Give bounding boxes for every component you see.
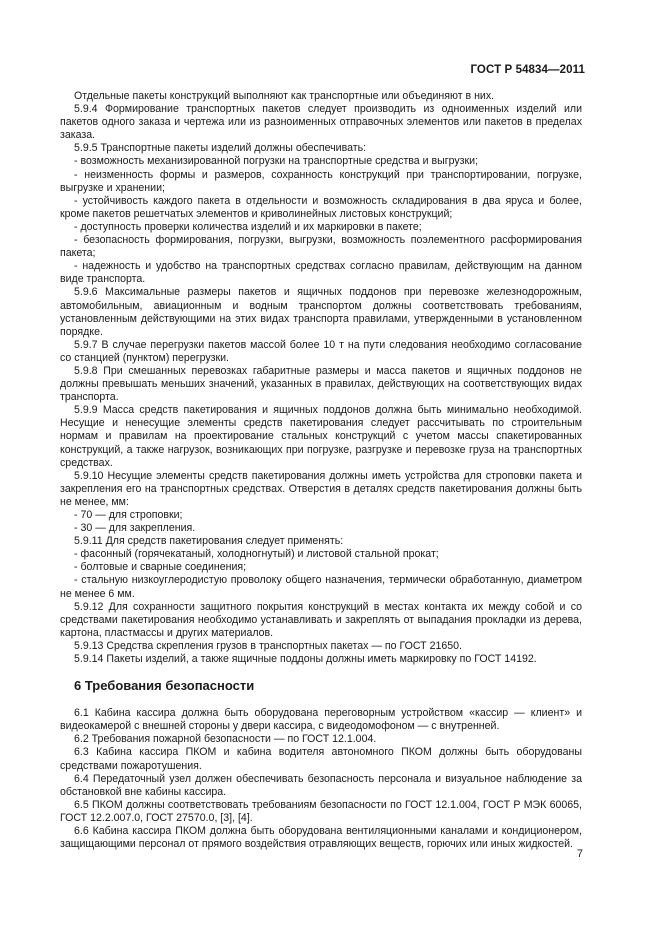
paragraph: 5.9.9 Масса средств пакетирования и ящичных поддонов должна быть минимально необходимой. Несущие и ненесущие элементы средств пакетирования следует рассчитывать по строительным нормам и правилам на проектирование стальных конструкций с учетом массы спакетированных конструкций, а также нагрузок, возникающих при погрузке, разгрузке и перевозке груза на транспортных средствах. xyxy=(60,404,582,469)
paragraph: 6.4 Передаточный узел должен обеспечивать безопасность персонала и визуальное наблюдение за обстановкой вне кабины кассира. xyxy=(60,772,582,798)
paragraph: 5.9.11 Для средств пакетирования следует применять: xyxy=(74,535,344,548)
document-body xyxy=(60,90,582,851)
paragraph: 6.5 ПКОМ должны соответствовать требованиям безопасности по ГОСТ 12.1.004, ГОСТ Р МЭК 60065, ГОСТ 12.2.007.0, ГОСТ 27570.0, [3], [4]. xyxy=(60,798,582,824)
paragraph: - стальную низкоуглеродистую проволоку общего назначения, термически обработанную, диаметром не менее 6 мм. xyxy=(60,574,582,600)
paragraph: - устойчивость каждого пакета в отдельности и возможность складирования в два яруса и более, кроме пакетов решетчатых элементов и криволинейных листовых конструкций; xyxy=(60,194,582,220)
document-header: ГОСТ Р 54834—2011 xyxy=(470,64,585,76)
section-6-content xyxy=(60,707,582,851)
paragraph: 6.3 Кабина кассира ПКОМ и кабина водителя автономного ПКОМ должны быть оборудованы средствами пожаротушения. xyxy=(60,746,582,772)
paragraph: - безопасность формирования, погрузки, выгрузки, возможность поэлементного расформирования пакета; xyxy=(60,234,582,260)
paragraph: 5.9.6 Максимальные размеры пакетов и ящичных поддонов при перевозке железнодорожным, автомобильным, авиационным и водным транспортом должны соответствовать требованиям, установленным действующими на этих видах транспорта правилами, утвержденными в установленном порядке. xyxy=(60,286,582,338)
paragraph: - возможность механизированной погрузки на транспортные средства и выгрузки; xyxy=(74,155,479,168)
section-5-content xyxy=(60,90,582,666)
paragraph: 6.2 Требования пожарной безопасности — по ГОСТ 12.1.004. xyxy=(74,733,377,746)
paragraph: Отдельные пакеты конструкций выполняют как транспортные или объединяют в них. xyxy=(74,90,495,102)
paragraph: 5.9.12 Для сохранности защитного покрытия конструкций в местах контакта их между собой и со средствами пакетирования необходимо устанавливать и закреплять от выпадания прокладки из дерева, картона, пластмассы и других материалов. xyxy=(60,600,582,639)
paragraph: 6.1 Кабина кассира должна быть оборудована переговорным устройством «кассир — клиент» и видеокамерой с внешней стороны у двери кассира, с видеодомофоном — с внутренней. xyxy=(60,707,582,733)
paragraph: 5.9.4 Формирование транспортных пакетов следует производить из одноименных изделий или пакетов одного заказа и чертежа или из разноименных отправочных элементов или пакетов в пределах заказа. xyxy=(60,103,582,142)
paragraph: - надежность и удобство на транспортных средствах согласно правилам, действующим на данном виде транспорта. xyxy=(60,260,582,286)
paragraph: 5.9.10 Несущие элементы средств пакетирования должны иметь устройства для строповки пакета и закрепления его на транспортных средствах. Отверстия в деталях средств пакетирования должны быть не менее, мм: xyxy=(60,469,582,508)
paragraph: - неизменность формы и размеров, сохранность конструкций при транспортировании, погрузке, выгрузке и хранении; xyxy=(60,168,582,194)
paragraph: 5.9.5 Транспортные пакеты изделий должны обеспечивать: xyxy=(74,142,367,155)
paragraph: 6.6 Кабина кассира ПКОМ должна быть оборудована вентиляционными каналами и кондиционером, защищающими персонал от прямого воздействия отравляющих веществ, горючих или иных жидкостей. xyxy=(60,824,582,851)
paragraph: 5.9.13 Средства скрепления грузов в транспортных пакетах — по ГОСТ 21650. xyxy=(74,639,462,652)
paragraph: 5.9.8 При смешанных перевозках габаритные размеры и масса пакетов и ящичных поддонов не должны превышать меньших значений, указанных в правилах, действующих на соответствующих видах транспорта. xyxy=(60,364,582,404)
paragraph: - 70 — для строповки; xyxy=(74,509,183,521)
paragraph: - 30 — для закрепления. xyxy=(74,522,196,535)
paragraph: - доступность проверки количества изделий и их маркировки в пакете; xyxy=(74,220,422,233)
page-number: 7 xyxy=(576,848,583,860)
paragraph: 5.9.7 В случае перегрузки пакетов массой более 10 т на пути следования необходимо согласование со станцией (пунктом) перегрузки. xyxy=(60,338,582,364)
paragraph: - болтовые и сварные соединения; xyxy=(74,561,247,574)
paragraph: - фасонный (горячекатаный, холодногнутый) и листовой стальной прокат; xyxy=(74,548,439,561)
paragraph: 5.9.14 Пакеты изделий, а также ящичные поддоны должны иметь маркировку по ГОСТ 14192. xyxy=(74,653,537,666)
section-6-heading: 6 Требования безопасности xyxy=(74,678,255,694)
